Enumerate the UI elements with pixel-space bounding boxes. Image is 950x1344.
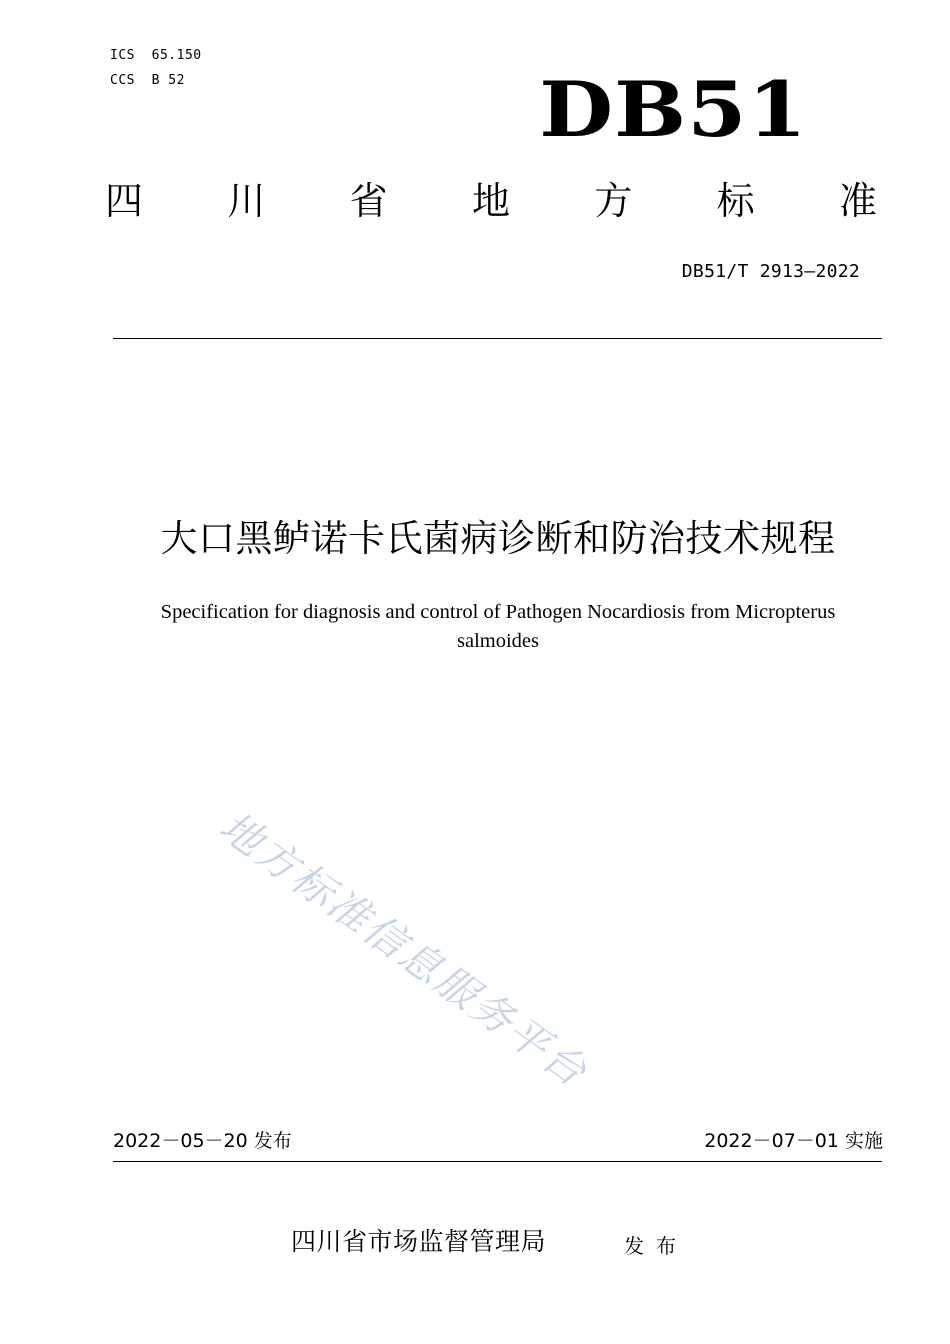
category-char: 川 xyxy=(227,179,266,223)
standard-number: DB51/T 2913—2022 xyxy=(681,261,860,282)
watermark: 地方标准信息服务平台 xyxy=(210,802,597,1097)
top-divider xyxy=(113,338,882,339)
document-title-english: Specification for diagnosis and control of Pathogen Nocardiosis from Micropterus salmoides xyxy=(160,601,836,652)
db-standard-mark: DB51 xyxy=(539,65,808,154)
effective-date: 2022－07－01 实施 xyxy=(704,1130,883,1152)
document-title-chinese: 大口黑鲈诺卡氏菌病诊断和防治技术规程 xyxy=(160,517,836,560)
category-char: 标 xyxy=(716,179,755,223)
standard-category-title xyxy=(105,179,877,223)
category-char: 准 xyxy=(838,179,877,223)
category-char: 四 xyxy=(105,179,144,223)
ccs-code: CCS B 52 xyxy=(110,73,185,88)
issuing-authority: 四川省市场监督管理局 xyxy=(291,1227,547,1256)
issue-date: 2022－05－20 发布 xyxy=(113,1130,292,1152)
category-char: 地 xyxy=(471,179,510,223)
category-char: 方 xyxy=(594,179,633,223)
bottom-divider xyxy=(113,1161,882,1162)
issuing-action: 发布 xyxy=(624,1234,688,1258)
category-char: 省 xyxy=(349,179,388,223)
ics-code: ICS 65.150 xyxy=(110,48,202,63)
